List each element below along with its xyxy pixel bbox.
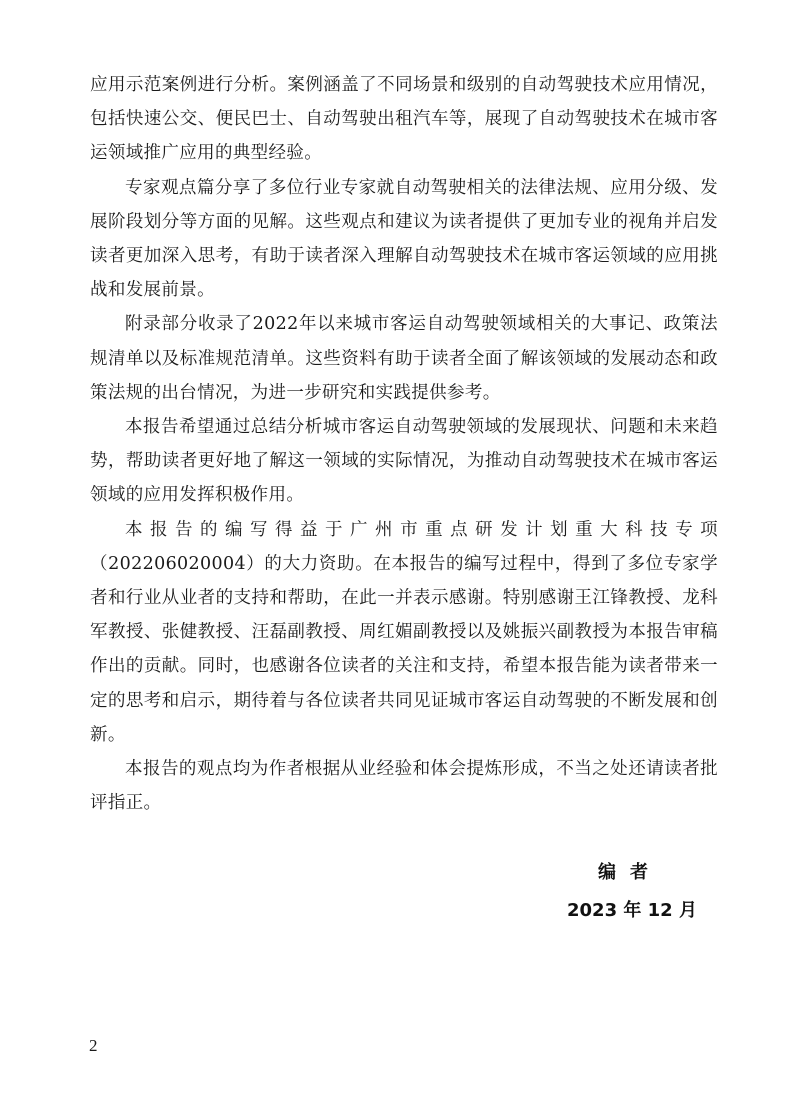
signature-date: 2023 年 12 月 — [567, 900, 697, 921]
body-text — [90, 68, 718, 820]
paragraph-acknowledgements: 本报告的编写得益于广州市重点研发计划重大科技专项（202206020004）的大力资助。在本报告的编写过程中，得到了多位专家学者和行业从业者的支持和帮助，在此一并表示感谢。特别感谢王江锋教授、龙科军教授、张健教授、汪磊副教授、周红媚副教授以及姚振兴副教授为本报告审稿作出的贡献。同时，也感谢各位读者的关注和支持，希望本报告能为读者带来一定的思考和启示，期待着与各位读者共同见证城市客运自动驾驶的不断发展和创新。 — [90, 519, 718, 745]
paragraph-report-purpose: 本报告希望通过总结分析城市客运自动驾驶领域的发展现状、问题和未来趋势，帮助读者更好地了解这一领域的实际情况，为推动自动驾驶技术在城市客运领域的应用发挥积极作用。 — [90, 417, 718, 506]
page-number: 2 — [89, 1036, 98, 1055]
paragraph-case-analysis: 应用示范案例进行分析。案例涵盖了不同场景和级别的自动驾驶技术应用情况，包括快速公交、便民巴士、自动驾驶出租汽车等，展现了自动驾驶技术在城市客运领域推广应用的典型经验。 — [90, 75, 718, 164]
signature-author: 编者 — [598, 862, 662, 883]
paragraph-expert-views: 专家观点篇分享了多位行业专家就自动驾驶相关的法律法规、应用分级、发展阶段划分等方面的见解。这些观点和建议为读者提供了更加专业的视角并启发读者更加深入思考，有助于读者深入理解自动驾驶技术在城市客运领域的应用挑战和发展前景。 — [90, 177, 718, 301]
paragraph-disclaimer: 本报告的观点均为作者根据从业经验和体会提炼形成，不当之处还请读者批评指正。 — [90, 759, 718, 814]
paragraph-appendix: 附录部分收录了2022年以来城市客运自动驾驶领域相关的大事记、政策法规清单以及标准规范清单。这些资料有助于读者全面了解该领域的发展动态和政策法规的出台情况，为进一步研究和实践提供参考。 — [90, 314, 718, 403]
